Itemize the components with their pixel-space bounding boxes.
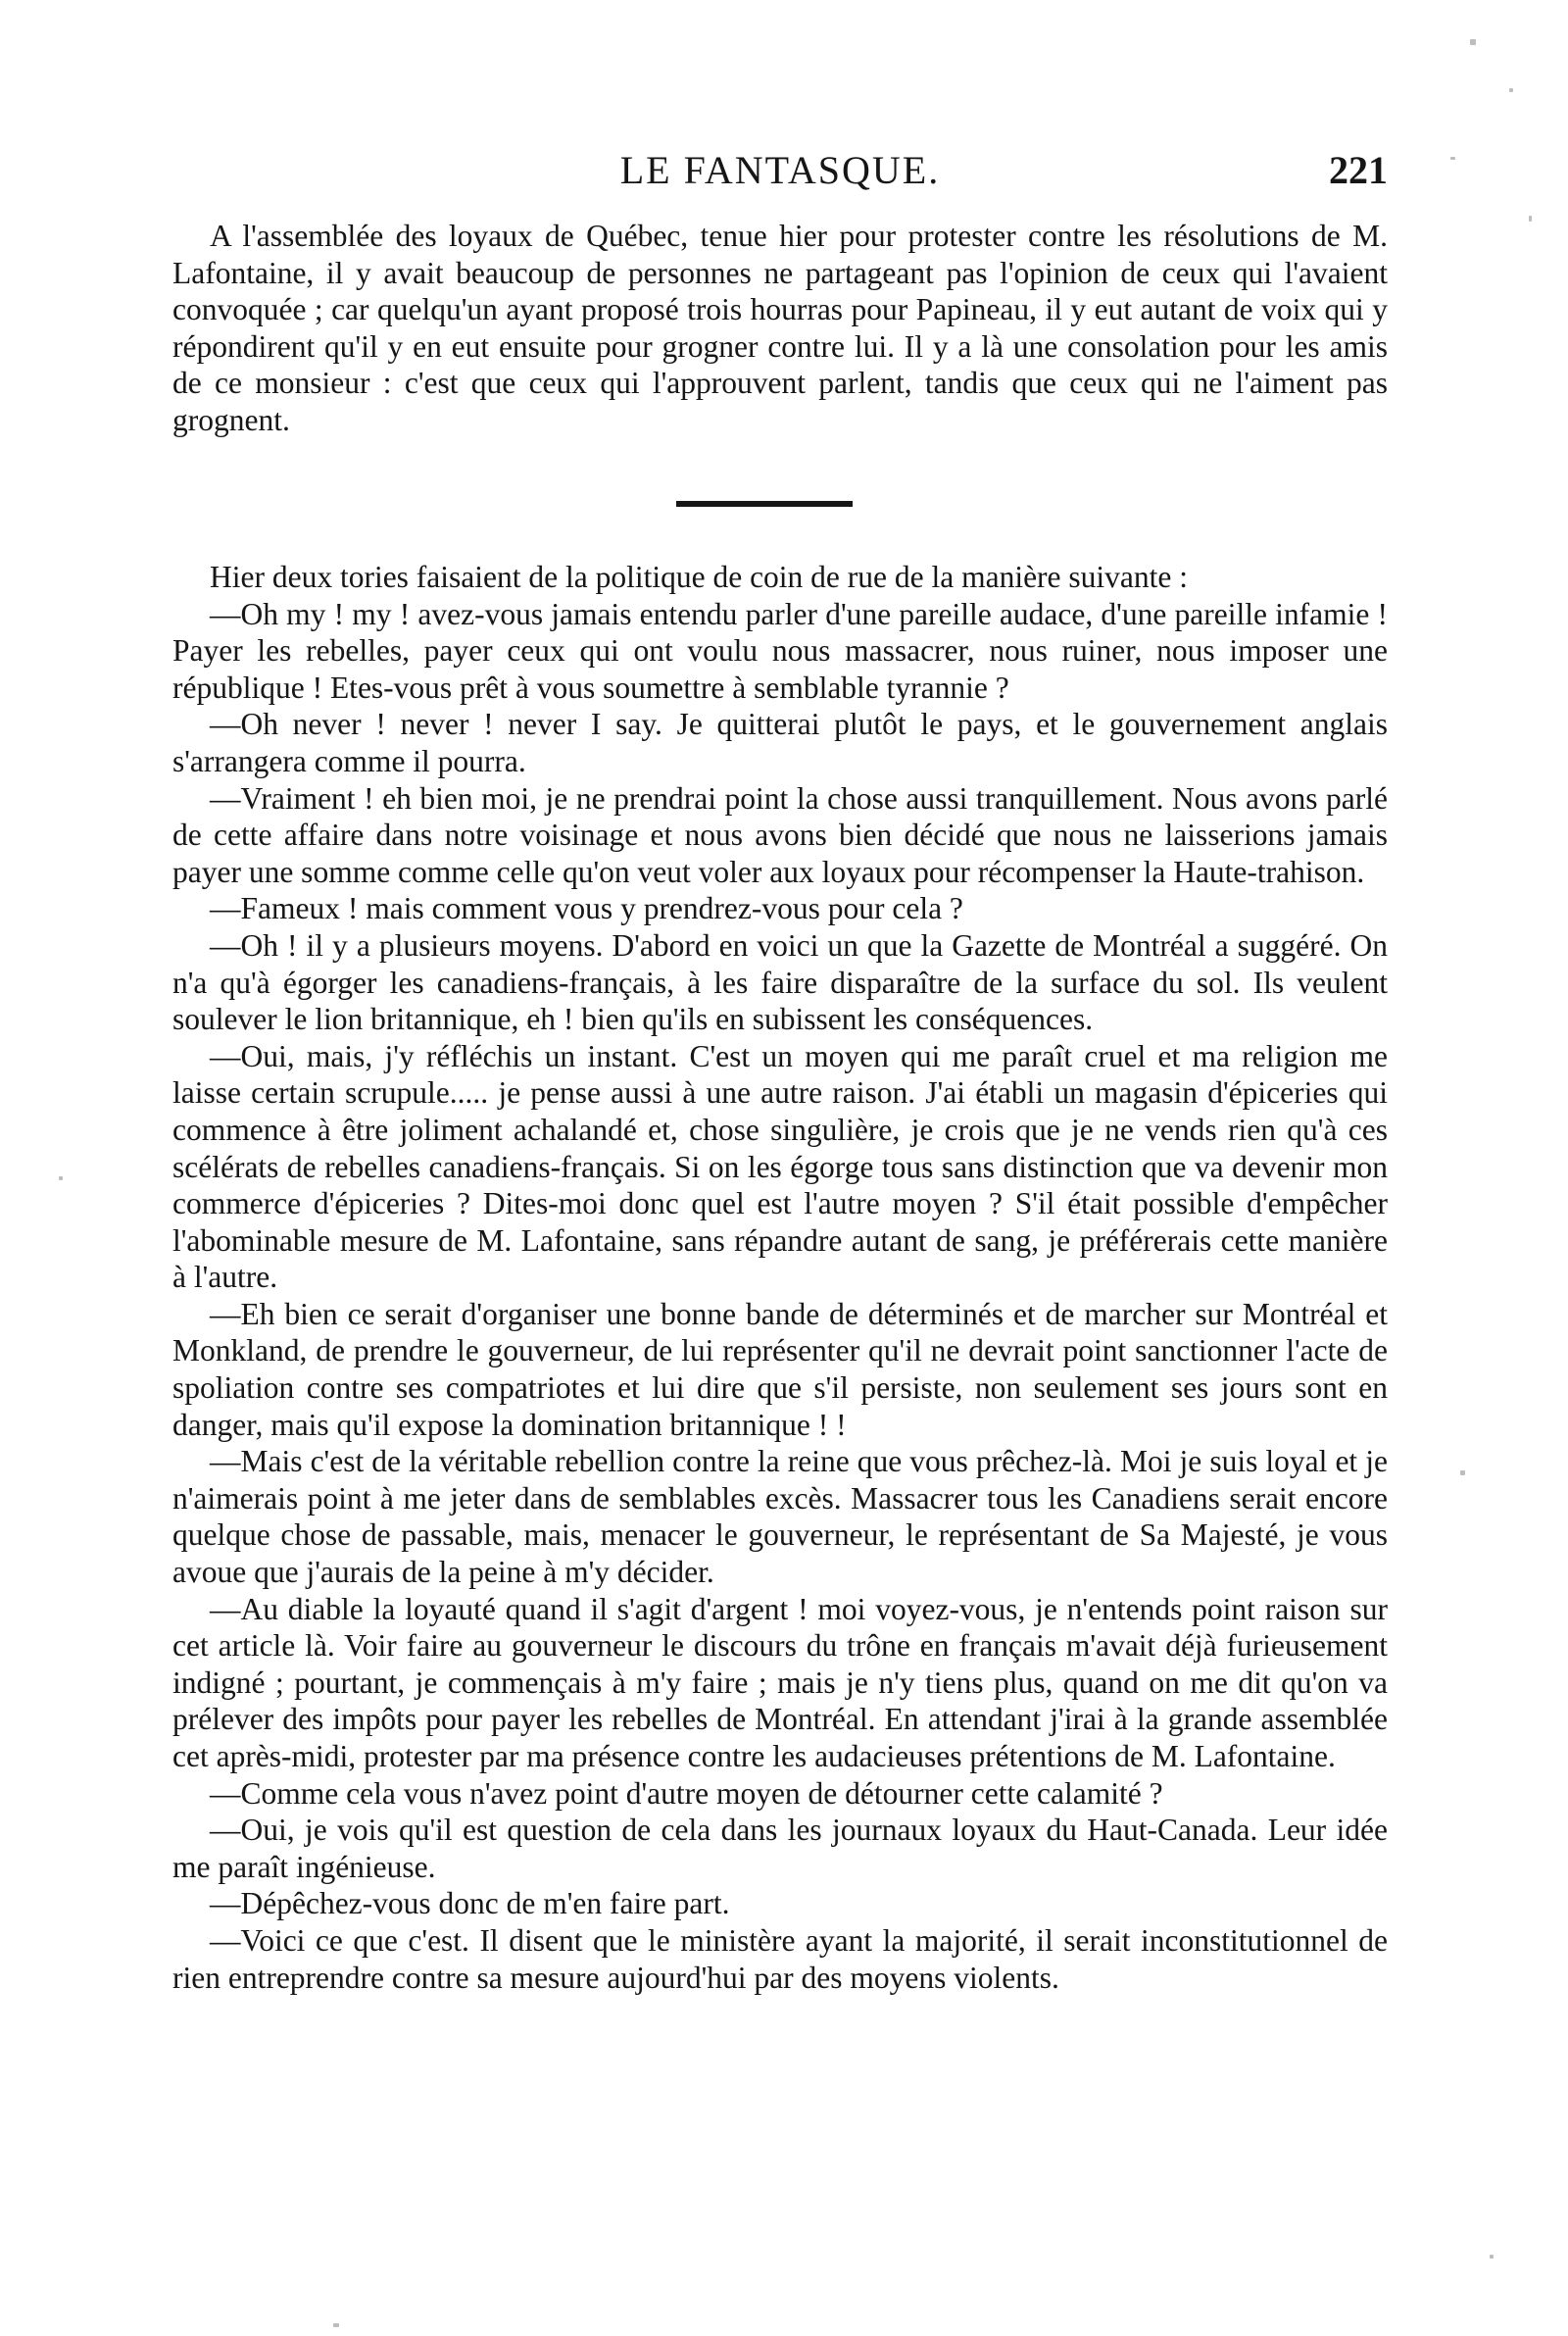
dialogue-line: —Oh my ! my ! avez-vous jamais entendu parler d'une pareille audace, d'une pareille infamie ! Payer les rebelles, payer ceux qui ont voulu nous massacrer, nous ruiner, nous imposer une république ! Etes-vous prêt à vous soumettre à semblable tyrannie ? — [172, 596, 1388, 705]
first-article — [172, 218, 1388, 439]
scan-speck — [1470, 39, 1476, 45]
running-header — [172, 147, 1388, 206]
dialogue-line: —Vraiment ! eh bien moi, je ne prendrai point la chose aussi tranquillement. Nous avons parlé de cette affaire dans notre voisinage et nous avons bien décidé que nous ne laisserions jamais payer une somme comme celle qu'on veut voler aux loyaux pour récompenser la Haute-trahison. — [172, 780, 1388, 889]
dialogue-line: —Oh never ! never ! never I say. Je quitterai plutôt le pays, et le gouvernement anglais s'arrangera comme il pourra. — [172, 707, 1388, 778]
dialogue-line: —Mais c'est de la véritable rebellion contre la reine que vous prêchez-là. Moi je suis loyal et je n'aimerais point à me jeter dans de semblables excès. Massacrer tous les Canadiens serait encore quelque chose de passable, mais, menacer le gouverneur, le représentant de Sa Majesté, je vous avoue que j'aurais de la peine à m'y décider. — [172, 1444, 1388, 1590]
dialogue-line: —Comme cela vous n'avez point d'autre moyen de détourner cette calamité ? — [210, 1775, 1163, 1811]
dialogue-line: —Voici ce que c'est. Il disent que le ministère ayant la majorité, il serait inconstitutionnel de rien entreprendre contre sa mesure aujourd'hui par des moyens violents. — [172, 1922, 1388, 1995]
page-number: 221 — [1329, 148, 1388, 192]
dialogue-line: —Oui, mais, j'y réfléchis un instant. C'est un moyen qui me paraît cruel et ma religion me laisse certain scrupule..... je pense aussi à une autre raison. J'ai établi un magasin d'épiceries qui commence à être joliment achalandé et, chose singulière, je crois que je ne vends rien qu'à ces scélérats de rebelles canadiens-français. Si on les égorge tous sans distinction que va devenir mon commerce d'épiceries ? Dites-moi donc quel est l'autre moyen ? S'il était possible d'empêcher l'abominable mesure de M. Lafontaine, sans répandre autant de sang, je préférerais cette manière à l'autre. — [172, 1038, 1388, 1295]
article-paragraph: A l'assemblée des loyaux de Québec, tenue hier pour protester contre les résolutions de M. Lafontaine, il y avait beaucoup de personnes ne partageant pas l'opinion de ceux qui l'avaient convoquée ; car quelqu'un ayant proposé trois hourras pour Papineau, il y eut autant de voix qui y répondirent qu'il y en eut ensuite pour grogner contre lui. Il y a là une consolation pour les amis de ce monsieur : c'est que ceux qui l'approuvent parlent, tandis que ceux qui ne l'aiment pas grognent. — [172, 219, 1388, 437]
scan-speck — [1490, 2255, 1494, 2259]
dialogue-line: —Dépêchez-vous donc de m'en faire part. — [210, 1886, 730, 1921]
dialogue-line: —Oui, je vois qu'il est question de cela dans les journaux loyaux du Haut-Canada. Leur idée me paraît ingénieuse. — [172, 1813, 1388, 1884]
dialogue-article — [172, 559, 1388, 1996]
dialogue-line: —Fameux ! mais comment vous y prendrez-vous pour cela ? — [210, 891, 963, 926]
scan-speck — [1529, 216, 1532, 222]
scan-speck — [1450, 157, 1455, 160]
dialogue-intro: Hier deux tories faisaient de la politique de coin de rue de la manière suivante : — [210, 560, 1189, 594]
scan-speck — [1509, 88, 1513, 92]
running-title: LE FANTASQUE. — [619, 148, 941, 192]
dialogue-line: —Eh bien ce serait d'organiser une bonne bande de déterminés et de marcher sur Montréal et Monkland, de prendre le gouverneur, de lui représenter qu'il ne devrait point sanctionner l'acte de spoliation contre ses compatriotes et lui dire que s'il persiste, non seulement ses jours sont en danger, mais qu'il expose la domination britannique ! ! — [172, 1296, 1388, 1442]
dialogue-line: —Oh ! il y a plusieurs moyens. D'abord en voici un que la Gazette de Montréal a suggéré. On n'a qu'à égorger les canadiens-français, à les faire disparaître de la surface du sol. Ils veulent soulever le lion britannique, eh ! bien qu'ils en subissent les conséquences. — [172, 927, 1388, 1037]
scan-speck — [333, 2323, 339, 2327]
scan-speck — [59, 1176, 63, 1180]
scan-speck — [1460, 1470, 1465, 1475]
dialogue-line: —Au diable la loyauté quand il s'agit d'argent ! moi voyez-vous, je n'entends point raison sur cet article là. Voir faire au gouverneur le discours du trône en français m'avait déjà furieusement indigné ; pourtant, je commençais à m'y faire ; mais je n'y tiens plus, quand on me dit qu'on va prélever des impôts pour payer les rebelles de Montréal. En attendant j'irai à la grande assemblée cet après-midi, protester par ma présence contre les audacieuses prétentions de M. Lafontaine. — [172, 1591, 1388, 1773]
section-divider — [676, 501, 853, 507]
